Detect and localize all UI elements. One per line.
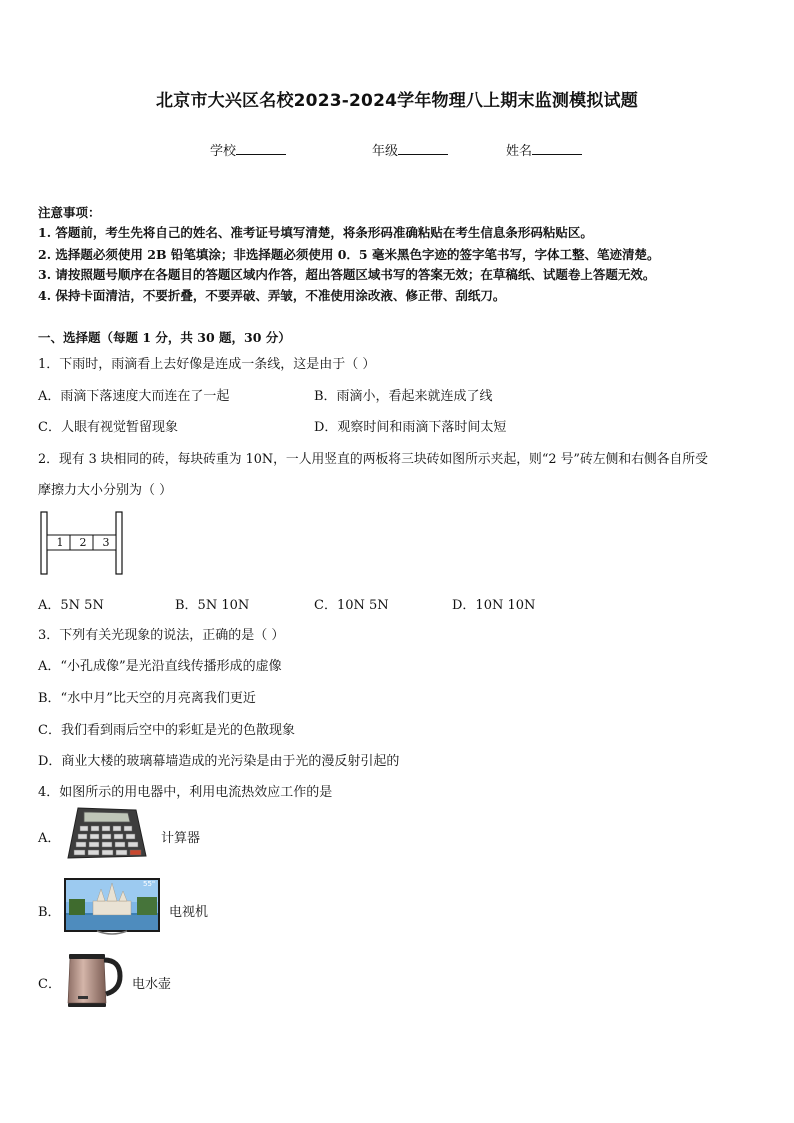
notice-item: 4. 保持卡面清洁，不要折叠，不要弄破、弄皱，不准使用涂改液、修正带、刮纸刀。: [38, 288, 506, 303]
notice-item: 2. 选择题必须使用 2B 铅笔填涂；非选择题必须使用 0．5 毫米黑色字迹的签字笔书写，字体工整、笔迹清楚。: [38, 247, 660, 262]
brick-1-label: 1: [56, 536, 64, 549]
question-1-option-c[interactable]: C．人眼有视觉暂留现象: [38, 420, 178, 435]
question-4-option-a-letter[interactable]: A．: [38, 831, 61, 846]
page-title: 北京市大兴区名校2023-2024学年物理八上期末监测模拟试题: [156, 91, 638, 111]
question-3-option-c[interactable]: C．我们看到雨后空中的彩虹是光的色散现象: [38, 723, 295, 738]
brick-2-label: 2: [79, 536, 87, 549]
question-3-option-a[interactable]: A．“小孔成像”是光沿直线传播形成的虚像: [38, 659, 282, 674]
grade-blank[interactable]: [398, 142, 448, 155]
name-blank[interactable]: [532, 142, 582, 155]
electric-kettle-image: [64, 950, 124, 1008]
question-3-option-d[interactable]: D．商业大楼的玻璃幕墙造成的光污染是由于光的漫反射引起的: [38, 754, 400, 769]
question-4-option-c-letter[interactable]: C．: [38, 977, 61, 992]
question-2-stem: 2．现有 3 块相同的砖，每块砖重为 10N，一人用竖直的两板将三块砖如图所示夹起，则“2 号”砖左侧和右侧各自所受: [38, 452, 708, 467]
question-4-option-c-label[interactable]: 电水壶: [132, 977, 172, 992]
grade-field: [372, 140, 448, 159]
television-image: [63, 877, 161, 939]
question-3-stem: 3．下列有关光现象的说法，正确的是（ ）: [38, 628, 285, 643]
question-4-stem: 4．如图所示的用电器中，利用电流热效应工作的是: [38, 785, 333, 800]
question-2-option-a[interactable]: A．5N 5N: [38, 598, 104, 613]
name-label: 姓名: [506, 144, 533, 159]
question-2-stem-cont: 摩擦力大小分别为（ ）: [38, 483, 173, 498]
question-1-option-b[interactable]: B．雨滴小，看起来就连成了线: [314, 389, 493, 404]
question-2-option-c[interactable]: C．10N 5N: [314, 598, 389, 613]
section-heading: 一、选择题（每题 1 分，共 30 题，30 分）: [38, 330, 291, 345]
calculator-image: [64, 806, 148, 862]
brick-3-label: 3: [102, 536, 110, 549]
question-1-option-d[interactable]: D．观察时间和雨滴下落时间太短: [314, 420, 507, 435]
question-2-option-d[interactable]: D．10N 10N: [452, 598, 536, 613]
brick-diagram: [40, 511, 124, 575]
question-1-stem: 1．下雨时，雨滴看上去好像是连成一条线，这是由于（ ）: [38, 357, 376, 372]
school-field: [210, 140, 286, 159]
notice-heading: 注意事项：: [38, 205, 101, 220]
tv-size-badge: 55": [143, 880, 156, 888]
question-1-option-a[interactable]: A．雨滴下落速度大而连在了一起: [38, 389, 230, 404]
notice-item: 1. 答题前，考生先将自己的姓名、准考证号填写清楚，将条形码准确粘贴在考生信息条形码粘贴区。: [38, 225, 593, 240]
question-4-option-a-label[interactable]: 计算器: [161, 831, 201, 846]
question-2-option-b[interactable]: B．5N 10N: [175, 598, 250, 613]
question-3-option-b[interactable]: B．“水中月”比天空的月亮离我们更近: [38, 691, 256, 706]
question-4-option-b-letter[interactable]: B．: [38, 905, 61, 920]
question-4-option-b-label[interactable]: 电视机: [169, 905, 209, 920]
notice-item: 3. 请按照题号顺序在各题目的答题区域内作答，超出答题区域书写的答案无效；在草稿纸、试题卷上答题无效。: [38, 267, 656, 282]
school-blank[interactable]: [236, 142, 286, 155]
school-label: 学校: [210, 144, 237, 159]
name-field: [506, 140, 582, 159]
grade-label: 年级: [372, 144, 399, 159]
